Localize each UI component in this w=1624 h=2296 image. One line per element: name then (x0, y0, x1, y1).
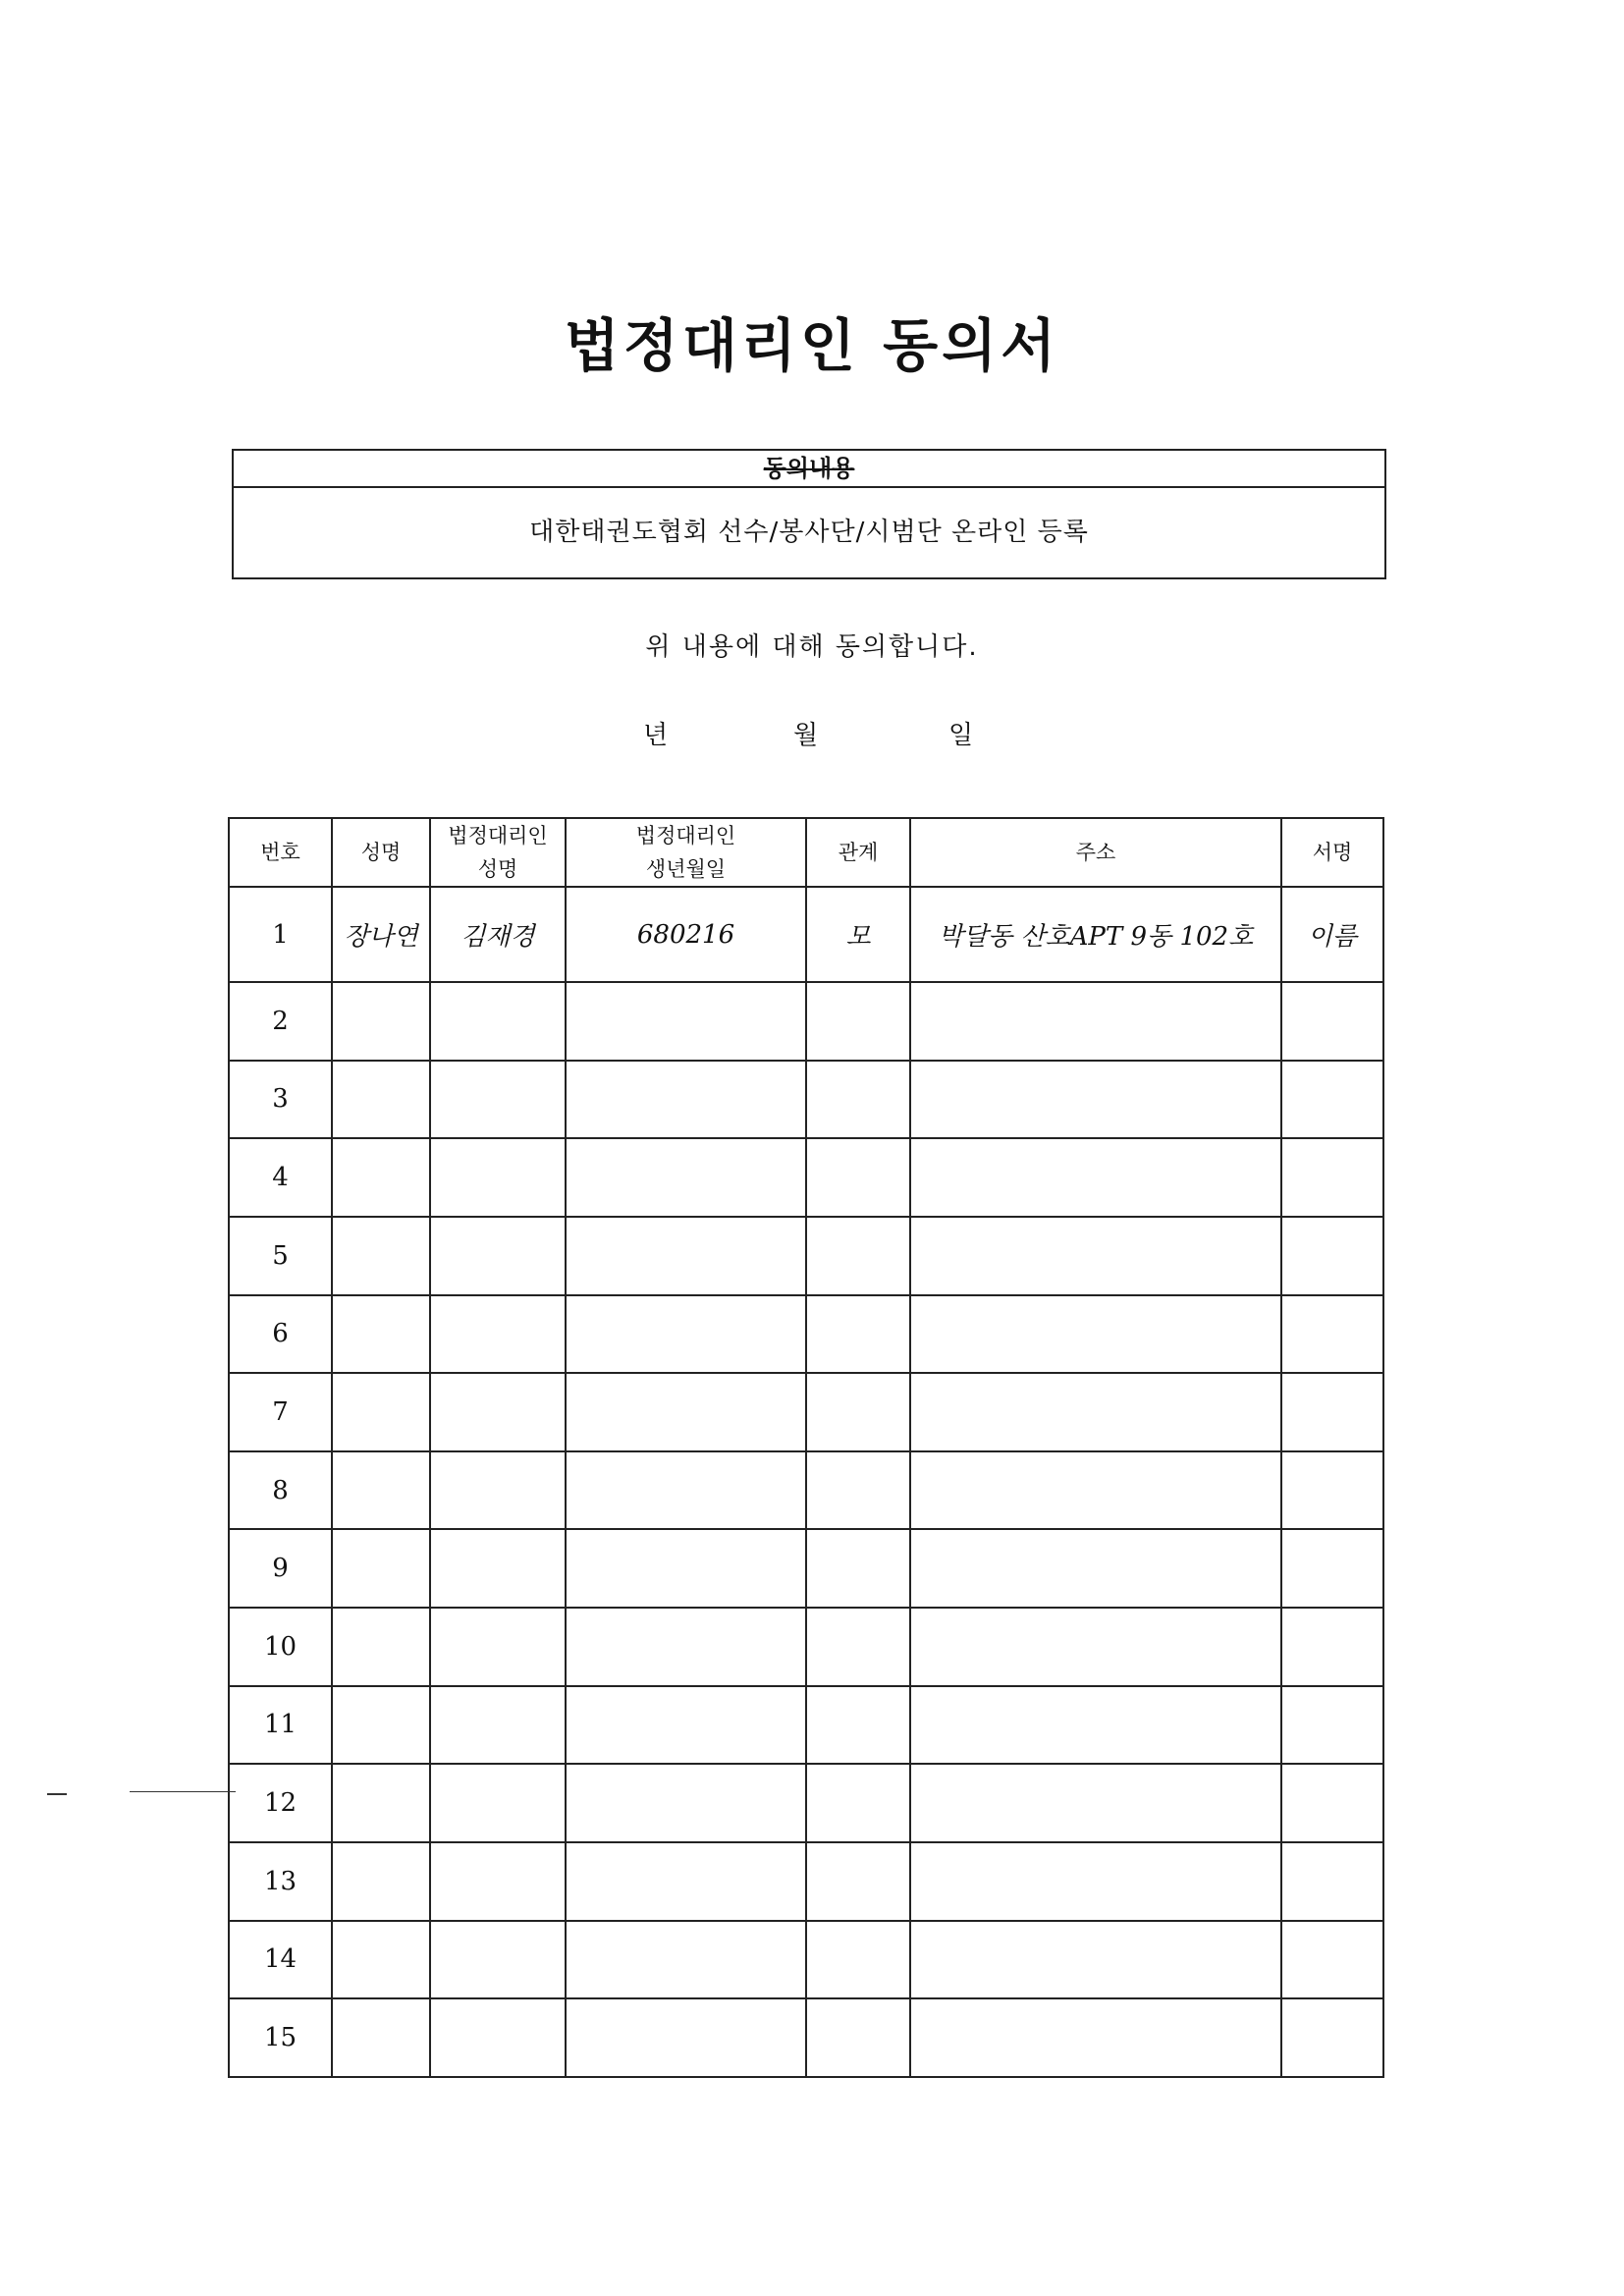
row-address (910, 1842, 1281, 1921)
row-name (332, 1373, 430, 1451)
row-guardian-birth: 680216 (566, 887, 806, 982)
row-name (332, 1764, 430, 1842)
row-name (332, 1061, 430, 1139)
row-guardian-name (430, 1764, 566, 1842)
table-row (229, 887, 1383, 982)
row-number: 10 (229, 1608, 332, 1686)
header-guardian-birth-line2: 생년월일 (645, 857, 727, 881)
row-name (332, 1138, 430, 1217)
row-address (910, 1921, 1281, 1999)
row-address (910, 1998, 1281, 2077)
row-guardian-name (430, 1529, 566, 1608)
table-row (229, 1295, 1383, 1374)
table-row (229, 1686, 1383, 1765)
row-relation (806, 1061, 910, 1139)
row-name (332, 1998, 430, 2077)
row-guardian-birth (566, 982, 806, 1061)
row-guardian-name (430, 1921, 566, 1999)
row-signature (1281, 1842, 1383, 1921)
row-signature (1281, 1373, 1383, 1451)
row-name (332, 1686, 430, 1765)
row-number: 14 (229, 1921, 332, 1999)
row-relation (806, 1138, 910, 1217)
table-row (229, 1764, 1383, 1842)
table-row (229, 1373, 1383, 1451)
row-signature (1281, 982, 1383, 1061)
row-signature (1281, 1529, 1383, 1608)
row-signature (1281, 1608, 1383, 1686)
row-address (910, 1061, 1281, 1139)
consent-header: 동의내용 (234, 451, 1384, 488)
row-number: 15 (229, 1998, 332, 2077)
date-year-label: 년 (643, 721, 669, 750)
row-number: 6 (229, 1295, 332, 1374)
row-name (332, 1217, 430, 1295)
row-address (910, 1529, 1281, 1608)
row-relation (806, 1608, 910, 1686)
header-guardian-birth-line1: 법정대리인 (635, 824, 736, 847)
row-number: 4 (229, 1138, 332, 1217)
row-guardian-name (430, 1295, 566, 1374)
row-guardian-birth (566, 1373, 806, 1451)
table-row (229, 1608, 1383, 1686)
table-row (229, 1921, 1383, 1999)
row-guardian-name (430, 1451, 566, 1530)
row-relation (806, 982, 910, 1061)
row-address (910, 1451, 1281, 1530)
row-address (910, 1686, 1281, 1765)
row-guardian-name (430, 1998, 566, 2077)
row-guardian-birth (566, 1138, 806, 1217)
row-number: 3 (229, 1061, 332, 1139)
row-name (332, 1451, 430, 1530)
row-signature (1281, 1061, 1383, 1139)
row-signature (1281, 1451, 1383, 1530)
row-signature (1281, 1921, 1383, 1999)
row-guardian-name (430, 1061, 566, 1139)
row-number: 7 (229, 1373, 332, 1451)
scan-mark (47, 1793, 67, 1795)
row-relation (806, 1686, 910, 1765)
row-guardian-name (430, 1373, 566, 1451)
row-address (910, 1608, 1281, 1686)
header-address: 주소 (910, 818, 1281, 887)
row-guardian-birth (566, 1764, 806, 1842)
row-signature (1281, 1138, 1383, 1217)
row-name (332, 1295, 430, 1374)
row-number: 13 (229, 1842, 332, 1921)
header-signature: 서명 (1281, 818, 1383, 887)
consent-content-box (232, 449, 1386, 579)
row-number: 5 (229, 1217, 332, 1295)
date-month-label: 월 (793, 721, 819, 750)
row-relation (806, 1373, 910, 1451)
row-relation (806, 1451, 910, 1530)
header-relation: 관계 (806, 818, 910, 887)
date-day-label: 일 (948, 721, 974, 750)
row-guardian-birth (566, 1061, 806, 1139)
row-guardian-birth (566, 1998, 806, 2077)
row-address (910, 982, 1281, 1061)
row-address (910, 1138, 1281, 1217)
row-relation (806, 1921, 910, 1999)
row-signature (1281, 1295, 1383, 1374)
table-row (229, 1451, 1383, 1530)
row-signature (1281, 1764, 1383, 1842)
row-address (910, 1764, 1281, 1842)
row-signature (1281, 1686, 1383, 1765)
row-guardian-name (430, 1686, 566, 1765)
row-guardian-name (430, 982, 566, 1061)
row-number: 8 (229, 1451, 332, 1530)
row-signature (1281, 1217, 1383, 1295)
document-title: 법정대리인 동의서 (564, 312, 1060, 379)
row-signature (1281, 1998, 1383, 2077)
row-guardian-birth (566, 1529, 806, 1608)
table-row (229, 1138, 1383, 1217)
row-relation (806, 1764, 910, 1842)
row-name (332, 1529, 430, 1608)
row-number: 11 (229, 1686, 332, 1765)
guardian-consent-table (228, 817, 1384, 2078)
row-guardian-name (430, 1608, 566, 1686)
row-guardian-birth (566, 1295, 806, 1374)
consent-body: 대한태권도협회 선수/봉사단/시범단 온라인 등록 (529, 518, 1089, 547)
row-address: 박달동 산호APT 9동 102호 (910, 887, 1281, 982)
row-number: 9 (229, 1529, 332, 1608)
row-name (332, 1608, 430, 1686)
table-row (229, 1217, 1383, 1295)
row-name: 장나연 (332, 887, 430, 982)
row-name (332, 1842, 430, 1921)
row-address (910, 1373, 1281, 1451)
table-header-row (229, 818, 1383, 887)
row-guardian-name: 김재경 (430, 887, 566, 982)
agreement-statement: 위 내용에 대해 동의합니다. (645, 632, 979, 662)
row-number: 2 (229, 982, 332, 1061)
table-row (229, 1998, 1383, 2077)
row-guardian-birth (566, 1608, 806, 1686)
row-relation (806, 1295, 910, 1374)
table-row (229, 982, 1383, 1061)
table-row (229, 1529, 1383, 1608)
row-guardian-name (430, 1217, 566, 1295)
row-name (332, 982, 430, 1061)
row-signature: 이름 (1281, 887, 1383, 982)
row-guardian-birth (566, 1686, 806, 1765)
row-name (332, 1921, 430, 1999)
row-relation (806, 1998, 910, 2077)
row-guardian-birth (566, 1217, 806, 1295)
row-guardian-birth (566, 1842, 806, 1921)
row-guardian-birth (566, 1451, 806, 1530)
row-guardian-name (430, 1138, 566, 1217)
header-guardian-name (430, 818, 566, 887)
row-address (910, 1295, 1281, 1374)
row-relation (806, 1842, 910, 1921)
row-relation (806, 1217, 910, 1295)
header-number: 번호 (229, 818, 332, 887)
scan-mark (130, 1791, 236, 1792)
header-guardian-name-line1: 법정대리인 (448, 824, 548, 847)
row-guardian-birth (566, 1921, 806, 1999)
header-name: 성명 (332, 818, 430, 887)
row-number: 1 (229, 887, 332, 982)
header-guardian-birth (566, 818, 806, 887)
table-row (229, 1061, 1383, 1139)
row-relation: 모 (806, 887, 910, 982)
row-number: 12 (229, 1764, 332, 1842)
row-address (910, 1217, 1281, 1295)
row-guardian-name (430, 1842, 566, 1921)
row-relation (806, 1529, 910, 1608)
table-row (229, 1842, 1383, 1921)
header-guardian-name-line2: 성명 (477, 857, 518, 881)
